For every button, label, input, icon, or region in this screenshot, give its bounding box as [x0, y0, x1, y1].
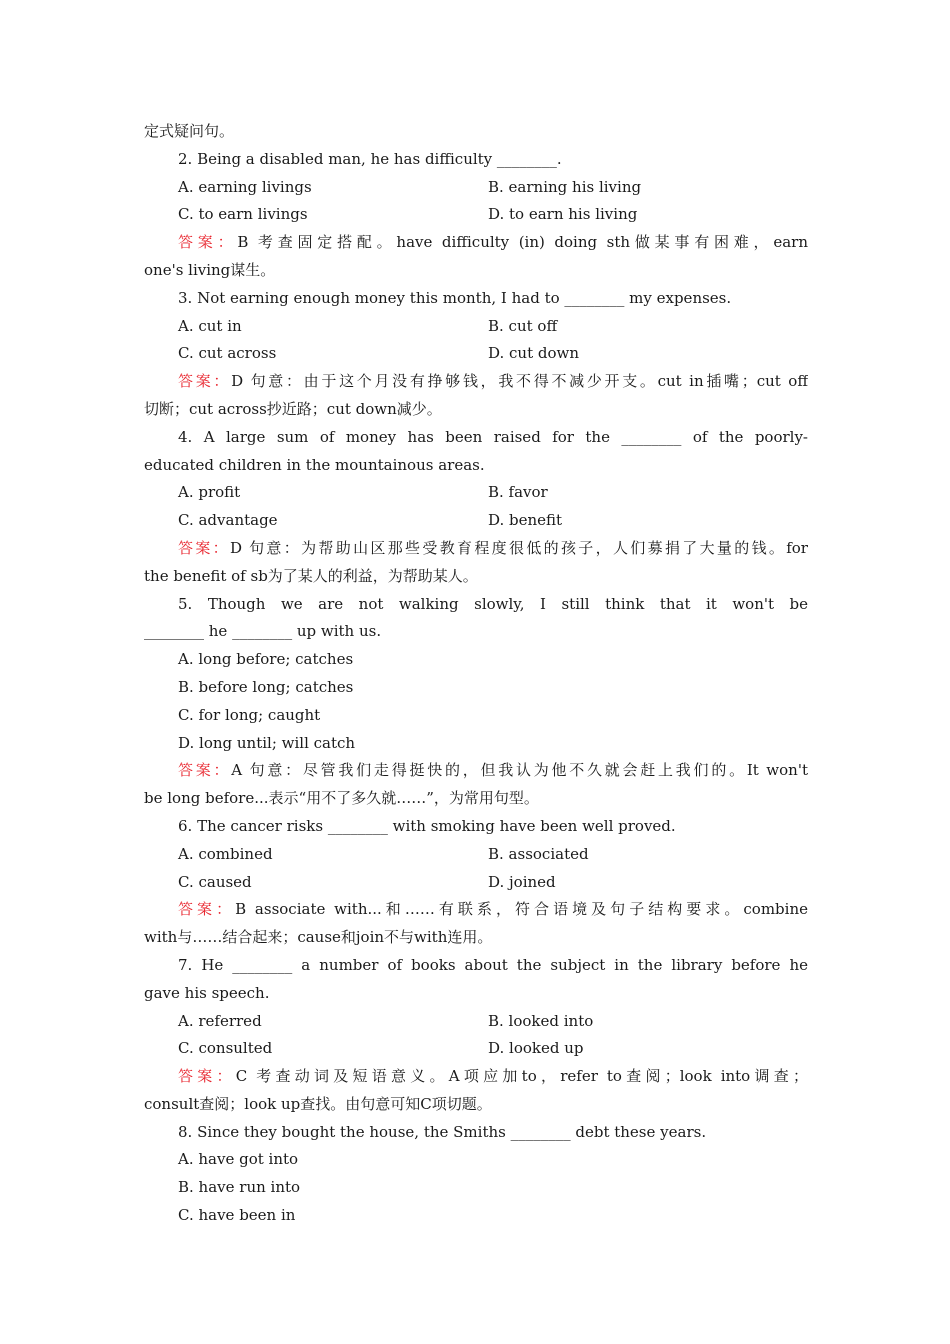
options-row: [144, 841, 808, 869]
options-row: [144, 313, 808, 341]
answer-label: 答案：: [178, 900, 236, 919]
option-c: C. cut across: [178, 344, 277, 363]
option-b: B. favor: [488, 483, 548, 502]
option-d: D. long until; will catch: [178, 733, 356, 752]
answer-line: be long before...表示“用不了多久就……”，为常用句型。: [144, 789, 539, 808]
option-c: C. consulted: [178, 1039, 273, 1058]
options-row: [144, 507, 808, 535]
option-b: B. cut off: [488, 316, 558, 335]
answer-line: with与……结合起来；cause和join不与with连用。: [144, 928, 493, 947]
options-row: [144, 1008, 808, 1036]
options-row: [144, 479, 808, 507]
answer-label: 答案：: [178, 761, 232, 780]
answer-label: 答案：: [178, 538, 230, 557]
question-stem-7: 7. He ________ a number of books about the subject in the library before he: [178, 955, 808, 974]
answer-line: 答案：B 考查固定搭配。have difficulty (in) doing sth做某事有困难，earn: [178, 233, 808, 252]
answer-line: 答案：D 句意：为帮助山区那些受教育程度很低的孩子，人们募捐了大量的钱。for: [178, 538, 808, 557]
answer-line: 答案：D 句意：由于这个月没有挣够钱，我不得不减少开支。cut in插嘴；cut off: [178, 372, 808, 391]
answer-label: 答案：: [178, 1067, 236, 1086]
option-c: C. to earn livings: [178, 205, 308, 224]
option-a: A. cut in: [178, 316, 242, 335]
options-row: [144, 1035, 808, 1063]
option-a: A. profit: [178, 483, 241, 502]
option-b: B. earning his living: [488, 177, 642, 196]
option-a: A. long before; catches: [178, 650, 354, 669]
options-row: [144, 340, 808, 368]
option-a: A. combined: [178, 844, 273, 863]
question-stem-5: 5. Though we are not walking slowly, I still think that it won't be: [178, 594, 808, 613]
answer-line: consult查阅；look up查找。由句意可知C项切题。: [144, 1094, 492, 1113]
option-c: C. caused: [178, 872, 252, 891]
question-stem-4: 4. A large sum of money has been raised for the ________ of the poorly-: [178, 427, 808, 446]
answer-label: 答案：: [178, 233, 238, 252]
question-stem-3: 3. Not earning enough money this month, I had to ________ my expenses.: [178, 288, 732, 307]
question-stem-4-cont: educated children in the mountainous areas.: [144, 455, 485, 474]
answer-line: 切断；cut across抄近路；cut down减少。: [144, 399, 442, 418]
option-d: D. to earn his living: [488, 205, 638, 224]
options-row: [144, 869, 808, 897]
option-d: D. joined: [488, 872, 556, 891]
option-a: A. have got into: [178, 1150, 299, 1169]
question-stem-5-cont: ________ he ________ up with us.: [144, 622, 382, 641]
option-c: C. for long; caught: [178, 705, 321, 724]
question-stem-2: 2. Being a disabled man, he has difficulty ________.: [178, 149, 562, 168]
option-a: A. earning livings: [178, 177, 312, 196]
option-b: B. looked into: [488, 1011, 594, 1030]
answer-line: one's living谋生。: [144, 260, 276, 279]
option-d: D. looked up: [488, 1039, 584, 1058]
option-d: D. benefit: [488, 511, 563, 530]
answer-line: 答案：A 句意：尽管我们走得挺快的，但我认为他不久就会赶上我们的。It won't: [178, 761, 808, 780]
question-stem-6: 6. The cancer risks ________ with smoking have been well proved.: [178, 816, 676, 835]
option-c: C. advantage: [178, 511, 278, 530]
question-stem-8: 8. Since they bought the house, the Smiths ________ debt these years.: [178, 1122, 707, 1141]
option-d: D. cut down: [488, 344, 580, 363]
option-b: B. before long; catches: [178, 677, 354, 696]
document-page: [144, 118, 808, 1230]
answer-line: the benefit of sb为了某人的利益，为帮助某人。: [144, 566, 478, 585]
answer-line: 答案：B associate with...和……有联系，符合语境及句子结构要求。combine: [178, 900, 808, 919]
question-stem-7-cont: gave his speech.: [144, 983, 270, 1002]
answer-line: 答案：C 考查动词及短语意义。A项应加to，refer to查阅；look into调查；: [178, 1067, 808, 1086]
options-row: [144, 174, 808, 202]
intro-tail: 定式疑问句。: [144, 122, 235, 140]
option-a: A. referred: [178, 1011, 262, 1030]
options-row: [144, 201, 808, 229]
option-b: B. have run into: [178, 1178, 301, 1197]
answer-label: 答案：: [178, 372, 232, 391]
option-b: B. associated: [488, 844, 589, 863]
option-c: C. have been in: [178, 1206, 296, 1225]
